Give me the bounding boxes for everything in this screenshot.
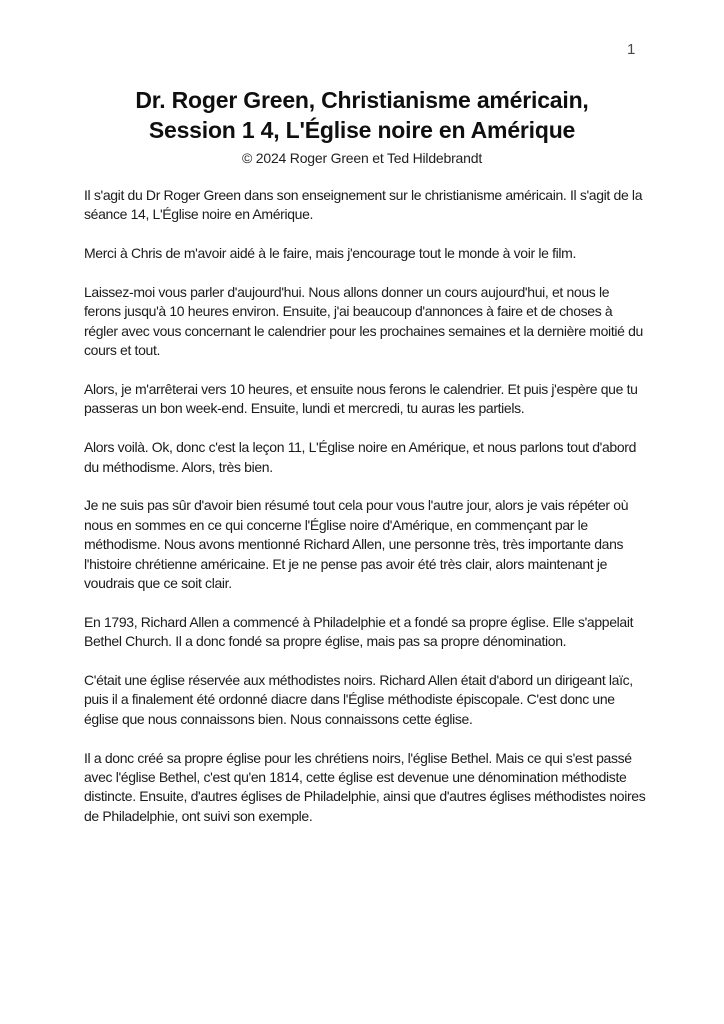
paragraph-3: Laissez-moi vous parler d'aujourd'hui. Nous allons donner un cours aujourd'hui, et nous le ferons jusqu'à 10 heures environ. Ensuite, j'ai beaucoup d'annonces à faire et de choses à régler avec vous concernant le calendrier pour les prochaines semaines et la dernière moitié du cours et tout. <box>84 284 643 359</box>
document-body <box>84 186 646 846</box>
paragraph-8: C'était une église réservée aux méthodistes noirs. Richard Allen était d'abord un dirigeant laïc, puis il a finalement été ordonné diacre dans l'Église méthodiste épiscopale. C'est donc une église que nous connaissons bien. Nous connaissons cette église. <box>84 672 633 727</box>
document-title <box>0 85 724 145</box>
title-line-1: Dr. Roger Green, Christianisme américain, <box>135 87 589 113</box>
title-line-2: Session 1 4, L'Église noire en Amérique <box>148 117 576 143</box>
paragraph-4: Alors, je m'arrêterai vers 10 heures, et ensuite nous ferons le calendrier. Et puis j'espère que tu passeras un bon week-end. Ensuite, lundi et mercredi, tu auras les partiels. <box>84 381 638 417</box>
paragraph-6: Je ne suis pas sûr d'avoir bien résumé tout cela pour vous l'autre jour, alors je vais répéter où nous en sommes en ce qui concerne l'Église noire d'Amérique, en commençant par le méthodisme. Nous avons mentionné Richard Allen, une personne très, très importante dans l'histoire chrétienne américaine. Et je ne pense pas avoir été très clair, alors maintenant je voudrais que ce soit clair. <box>84 497 629 592</box>
copyright-line: © 2024 Roger Green et Ted Hildebrandt <box>241 150 483 166</box>
paragraph-2: Merci à Chris de m'avoir aidé à le faire, mais j'encourage tout le monde à voir le film. <box>84 245 576 262</box>
paragraph-7: En 1793, Richard Allen a commencé à Philadelphie et a fondé sa propre église. Elle s'appelait Bethel Church. Il a donc fondé sa propre église, mais pas sa propre dénomination. <box>84 613 634 650</box>
page-number: 1 <box>627 41 636 58</box>
paragraph-5: Alors voilà. Ok, donc c'est la leçon 11, L'Église noire en Amérique, et nous parlons tout d'abord du méthodisme. Alors, très bien. <box>84 439 637 475</box>
paragraph-1: Il s'agit du Dr Roger Green dans son enseignement sur le christianisme américain. Il s'agit de la séance 14, L'Église noire en Amérique. <box>84 187 643 223</box>
paragraph-9: Il a donc créé sa propre église pour les chrétiens noirs, l'église Bethel. Mais ce qui s'est passé avec l'église Bethel, c'est qu'en 1814, cette église est devenue une dénomination méthodiste distincte. Ensuite, d'autres églises de Philadelphie, ainsi que d'autres églises méthodistes noires de Philadelphie, ont suivi son exemple. <box>84 749 646 824</box>
